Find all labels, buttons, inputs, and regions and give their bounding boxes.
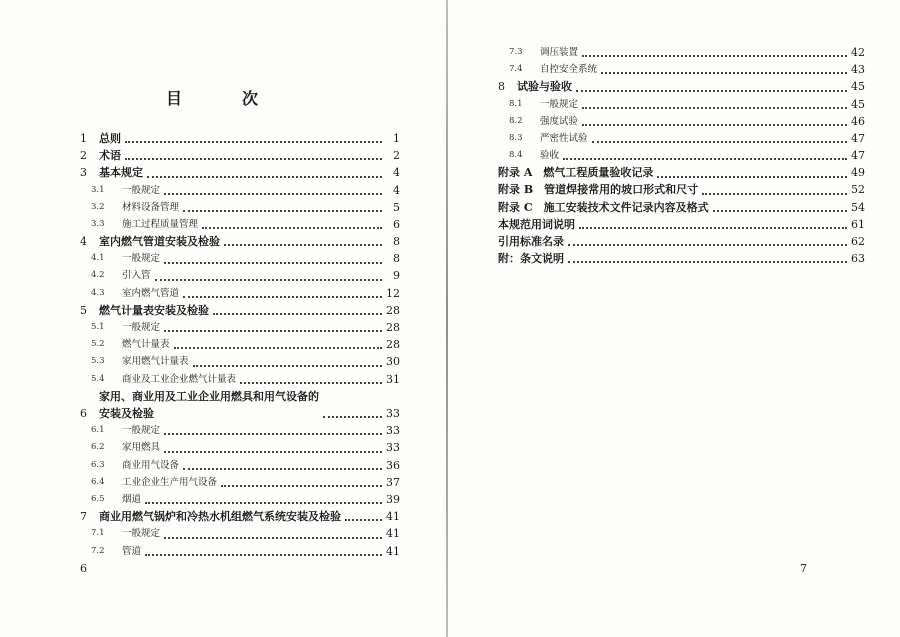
toc-entry-page: 5 [393, 200, 400, 214]
dot-leader [579, 227, 847, 229]
toc-entry-title: 本规范用词说明 [498, 217, 575, 231]
toc-entry-title: 管道 [122, 545, 142, 557]
toc-entry-number: 6 [80, 407, 87, 420]
toc-entry-title: 附录 C 施工安装技术文件记录内容及格式 [498, 200, 709, 214]
toc-entry-title: 验收 [540, 150, 560, 162]
toc-entry-page: 28 [386, 303, 400, 317]
toc-entry-title: 室内燃气管道安装及检验 [99, 235, 220, 249]
dot-leader [155, 279, 382, 281]
toc-entry-title-line2: 安装及检验 [99, 407, 154, 420]
toc-entry-title: 室内燃气管道 [122, 287, 180, 299]
dot-leader [202, 227, 382, 229]
dot-leader [145, 554, 382, 556]
dot-leader [601, 72, 847, 74]
toc-entry[interactable] [498, 96, 865, 113]
toc-entry-page: 33 [386, 441, 400, 455]
toc-entry[interactable] [80, 285, 400, 302]
toc-entry[interactable] [80, 508, 400, 525]
toc-entry-page: 41 [386, 527, 400, 541]
toc-entry-title-line1: 家用、商业用及工业企业用燃具和用气设备的 [99, 389, 319, 403]
toc-entry-title: 引用标准名录 [498, 235, 564, 249]
toc-entry-number: 1 [80, 131, 87, 145]
dot-leader [563, 158, 847, 160]
toc-entry-page: 54 [851, 200, 865, 214]
toc-entry[interactable] [80, 302, 400, 319]
toc-entry-number: 4 [80, 235, 87, 249]
toc-entry-page: 46 [851, 114, 865, 128]
dot-leader [164, 537, 382, 539]
toc-entry-number: 8.4 [509, 150, 523, 161]
toc-entry-number: 8 [498, 80, 505, 94]
right-page [448, 0, 900, 637]
toc-entry-page: 8 [393, 235, 400, 249]
toc-entry-page: 52 [851, 183, 865, 197]
dot-leader [183, 468, 382, 470]
toc-entry[interactable] [80, 199, 400, 216]
toc-entry-number: 7.1 [91, 528, 105, 539]
toc-entry-title: 总则 [99, 131, 121, 145]
toc-entry-title: 强度试验 [540, 115, 579, 127]
toc-entry[interactable] [498, 233, 865, 250]
toc-entry[interactable] [80, 491, 400, 508]
toc-entry-number: 7.2 [91, 545, 105, 556]
dot-leader [592, 141, 847, 143]
toc-entry-page: 12 [386, 286, 400, 300]
toc-entry-page: 36 [386, 458, 400, 472]
dot-leader [193, 365, 382, 367]
toc-entry-number: 6.4 [91, 476, 105, 487]
toc-entry-page: 9 [393, 269, 400, 283]
toc-entry[interactable] [498, 216, 865, 233]
toc-entry-number: 2 [80, 149, 87, 163]
page-number-right: 7 [800, 562, 807, 575]
toc-entry-page: 33 [386, 424, 400, 438]
dot-leader [174, 347, 382, 349]
dot-leader [183, 296, 382, 298]
toc-entry-page: 41 [386, 544, 400, 558]
toc-entry[interactable] [498, 250, 865, 267]
toc-list-right [498, 44, 865, 267]
toc-entry-number: 8.3 [509, 132, 523, 143]
toc-entry[interactable] [80, 525, 400, 542]
toc-entry-page: 28 [386, 338, 400, 352]
dot-leader [164, 262, 382, 264]
toc-entry-title: 一般规定 [122, 425, 161, 437]
toc-entry[interactable] [80, 457, 400, 474]
toc-entry-page: 61 [851, 217, 865, 231]
toc-entry[interactable] [80, 216, 400, 233]
dot-leader [657, 176, 847, 178]
toc-entry-page: 47 [851, 131, 865, 145]
toc-entry[interactable] [498, 130, 865, 147]
toc-entry-page: 47 [851, 149, 865, 163]
toc-entry[interactable] [498, 147, 865, 164]
toc-entry[interactable] [498, 61, 865, 78]
toc-entry-title: 试验与验收 [517, 80, 572, 94]
toc-entry-title [99, 388, 319, 422]
dot-leader [345, 519, 382, 521]
toc-entry-number: 6.5 [91, 493, 105, 504]
toc-entry-title: 调压装置 [540, 46, 579, 58]
toc-entry[interactable] [80, 336, 400, 353]
toc-entry-page: 31 [386, 372, 400, 386]
toc-entry[interactable] [80, 422, 400, 439]
dot-leader [240, 382, 382, 384]
dot-leader [221, 485, 382, 487]
toc-entry[interactable] [498, 44, 865, 61]
toc-entry[interactable] [80, 147, 400, 164]
toc-entry-number: 4.1 [91, 253, 105, 264]
toc-entry-title: 附：条文说明 [498, 252, 564, 266]
toc-entry-page: 28 [386, 321, 400, 335]
toc-entry-title: 家用燃气计量表 [122, 356, 189, 368]
toc-entry[interactable] [80, 250, 400, 267]
dot-leader [164, 193, 382, 195]
toc-entry-title: 材料设备管理 [122, 201, 180, 213]
toc-entry-page: 4 [393, 183, 400, 197]
toc-entry-title: 一般规定 [540, 98, 579, 110]
dot-leader [164, 330, 382, 332]
toc-entry-number: 6.1 [91, 425, 105, 436]
toc-entry-page: 49 [851, 166, 865, 180]
toc-entry[interactable] [80, 439, 400, 456]
toc-entry-title: 烟道 [122, 493, 142, 505]
dot-leader [582, 107, 847, 109]
toc-entry-number: 8.1 [509, 98, 523, 109]
dot-leader [183, 210, 382, 212]
toc-entry-number: 7.4 [509, 64, 523, 75]
dot-leader [145, 502, 382, 504]
toc-entry-number: 7 [80, 510, 87, 524]
toc-entry-number: 4.3 [91, 287, 105, 298]
toc-entry-page: 41 [386, 510, 400, 524]
dot-leader [576, 90, 847, 92]
page-number-left: 6 [80, 562, 87, 575]
dot-leader [568, 261, 847, 263]
dot-leader [582, 55, 847, 57]
dot-leader [713, 210, 847, 212]
toc-entry-title: 一般规定 [122, 253, 161, 265]
toc-entry-page: 4 [393, 166, 400, 180]
toc-entry-title: 一般规定 [122, 528, 161, 540]
toc-entry-title: 工业企业生产用气设备 [122, 476, 218, 488]
toc-entry-number: 3 [80, 166, 87, 180]
dot-leader [702, 193, 847, 195]
toc-entry-number: 3.1 [91, 184, 105, 195]
toc-entry-title: 家用燃具 [122, 442, 161, 454]
toc-list-left [80, 130, 400, 560]
toc-entry-title: 商业用燃气锅炉和冷热水机组燃气系统安装及检验 [99, 510, 341, 524]
toc-entry[interactable] [80, 182, 400, 199]
toc-entry-page: 30 [386, 355, 400, 369]
toc-entry-title: 一般规定 [122, 184, 161, 196]
toc-entry-title: 附录 B 管道焊接常用的坡口形式和尺寸 [498, 183, 699, 197]
toc-entry-page: 39 [386, 492, 400, 506]
toc-entry[interactable] [80, 268, 400, 285]
dot-leader [147, 176, 382, 178]
toc-entry-page: 45 [851, 80, 865, 94]
dot-leader [125, 141, 382, 143]
toc-entry[interactable] [498, 199, 865, 216]
dot-leader [125, 158, 382, 160]
toc-entry[interactable] [80, 353, 400, 370]
toc-entry-page: 8 [393, 252, 400, 266]
toc-entry-title: 自控安全系统 [540, 64, 598, 76]
toc-entry[interactable] [80, 543, 400, 560]
toc-entry-number: 4.2 [91, 270, 105, 281]
toc-entry-number: 5.1 [91, 322, 105, 333]
toc-entry-title: 一般规定 [122, 322, 161, 334]
dot-leader [164, 433, 382, 435]
toc-entry-page: 43 [851, 63, 865, 77]
toc-entry-title: 商业用气设备 [122, 459, 180, 471]
dot-leader [164, 451, 382, 453]
toc-entry-number: 8.2 [509, 115, 523, 126]
toc-entry-page: 45 [851, 97, 865, 111]
toc-entry-title: 商业及工业企业燃气计量表 [122, 373, 237, 385]
toc-entry-page: 1 [393, 131, 400, 145]
toc-entry[interactable] [498, 164, 865, 181]
toc-entry-page: 37 [386, 475, 400, 489]
toc-entry-title: 燃气计量表安装及检验 [99, 303, 209, 317]
toc-entry-title: 引入管 [122, 270, 151, 282]
toc-entry-page: 62 [851, 235, 865, 249]
dot-leader [213, 313, 382, 315]
dot-leader [568, 244, 847, 246]
toc-entry-number: 6.2 [91, 442, 105, 453]
dot-leader [582, 124, 847, 126]
toc-entry-title: 附录 A 燃气工程质量验收记录 [498, 166, 654, 180]
toc-entry[interactable] [498, 182, 865, 199]
toc-entry-title: 术语 [99, 149, 121, 163]
dot-leader [323, 416, 382, 418]
toc-entry-title: 严密性试验 [540, 132, 588, 144]
toc-entry-number: 5.4 [91, 373, 105, 384]
toc-entry-page: 6 [393, 217, 400, 231]
toc-entry-number: 6.3 [91, 459, 105, 470]
toc-entry[interactable] [80, 388, 400, 422]
toc-entry-page: 63 [851, 252, 865, 266]
toc-entry-number: 7.3 [509, 46, 523, 57]
toc-entry-number: 3.3 [91, 218, 105, 229]
toc-entry[interactable] [498, 78, 865, 95]
toc-entry[interactable] [80, 130, 400, 147]
toc-title: 目 次 [165, 89, 280, 108]
toc-entry-title: 基本规定 [99, 166, 143, 180]
toc-entry-page: 42 [851, 45, 865, 59]
toc-entry-number: 3.2 [91, 201, 105, 212]
toc-entry-title: 施工过程质量管理 [122, 218, 199, 230]
toc-entry-number: 5.2 [91, 339, 105, 350]
left-page [0, 0, 446, 637]
toc-entry-number: 5.3 [91, 356, 105, 367]
toc-entry[interactable] [80, 319, 400, 336]
toc-entry-page: 33 [386, 407, 400, 420]
toc-entry-page: 2 [393, 149, 400, 163]
toc-entry[interactable] [80, 164, 400, 181]
toc-entry[interactable] [80, 474, 400, 491]
toc-entry[interactable] [80, 233, 400, 250]
toc-entry-title: 燃气计量表 [122, 339, 170, 351]
toc-entry-number: 5 [80, 303, 87, 317]
toc-entry[interactable] [498, 113, 865, 130]
toc-entry[interactable] [80, 371, 400, 388]
dot-leader [224, 244, 382, 246]
